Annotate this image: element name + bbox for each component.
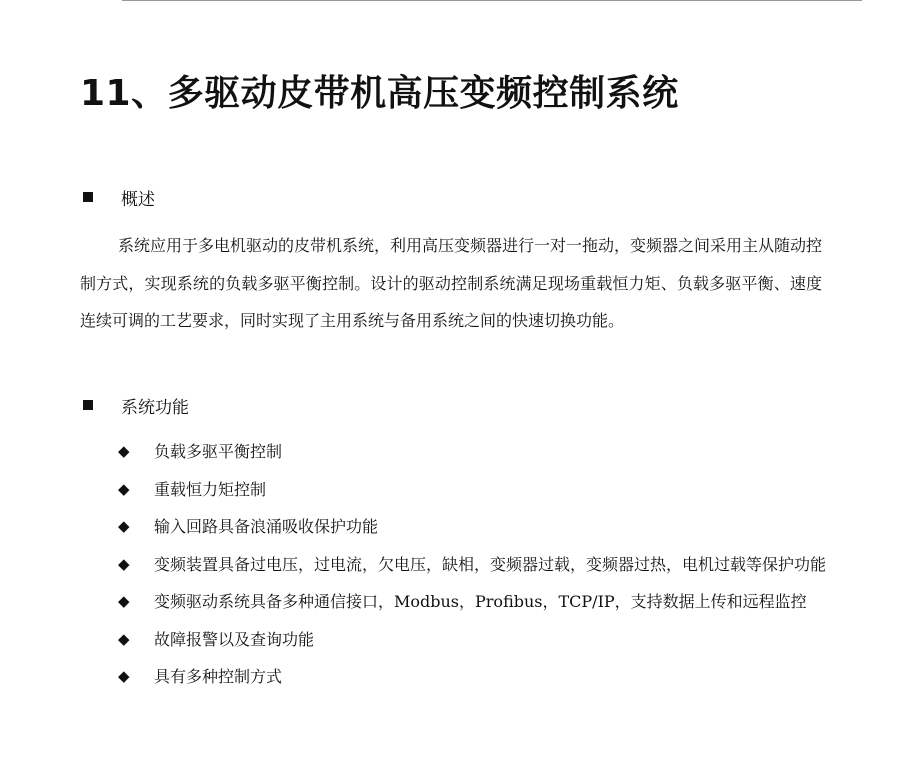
list-item-text: 变频驱动系统具备多种通信接口，Modbus，Profibus，TCP/IP，支持数据上传和远程监控 <box>154 592 807 611</box>
list-item <box>118 583 828 621</box>
list-item <box>118 471 828 509</box>
function-list <box>118 433 828 696</box>
section-heading-label: 系统功能 <box>121 397 189 418</box>
list-item <box>118 433 828 471</box>
list-item <box>118 658 828 696</box>
diamond-bullet-icon: ◆ <box>118 592 130 610</box>
list-item-text: 负载多驱平衡控制 <box>154 442 283 461</box>
list-item-text: 重载恒力矩控制 <box>154 479 267 499</box>
section-heading-overview <box>80 185 155 209</box>
section-heading-label: 概述 <box>121 189 155 210</box>
diamond-bullet-icon: ◆ <box>118 479 130 498</box>
list-item <box>118 621 828 659</box>
diamond-bullet-icon: ◆ <box>118 629 130 648</box>
list-item-text: 具有多种控制方式 <box>154 667 283 686</box>
list-item-text: 故障报警以及查询功能 <box>154 629 315 649</box>
overview-paragraph: 系统应用于多电机驱动的皮带机系统，利用高压变频器进行一对一拖动，变频器之间采用主从随动控制方式，实现系统的负载多驱平衡控制。设计的驱动控制系统满足现场重载恒力矩、负载多驱平衡、速度连续可调的工艺要求，同时实现了主用系统与备用系统之间的快速切换功能。 <box>80 236 823 330</box>
diamond-bullet-icon: ◆ <box>118 554 130 573</box>
list-item-text: 输入回路具备浪涌吸收保护功能 <box>154 517 379 536</box>
list-item <box>118 546 828 584</box>
list-item-text: 变频装置具备过电压，过电流，欠电压，缺相，变频器过载，变频器过热，电机过载等保护功能 <box>154 554 827 574</box>
square-bullet-icon <box>83 400 93 410</box>
diamond-bullet-icon: ◆ <box>118 667 130 685</box>
list-item <box>118 508 828 546</box>
square-bullet-icon <box>83 192 93 202</box>
header-rule <box>122 0 862 1</box>
section-heading-functions <box>80 393 189 417</box>
diamond-bullet-icon: ◆ <box>118 517 130 535</box>
page-title: 11、多驱动皮带机高压变频控制系统 <box>80 73 679 114</box>
diamond-bullet-icon: ◆ <box>118 442 130 460</box>
